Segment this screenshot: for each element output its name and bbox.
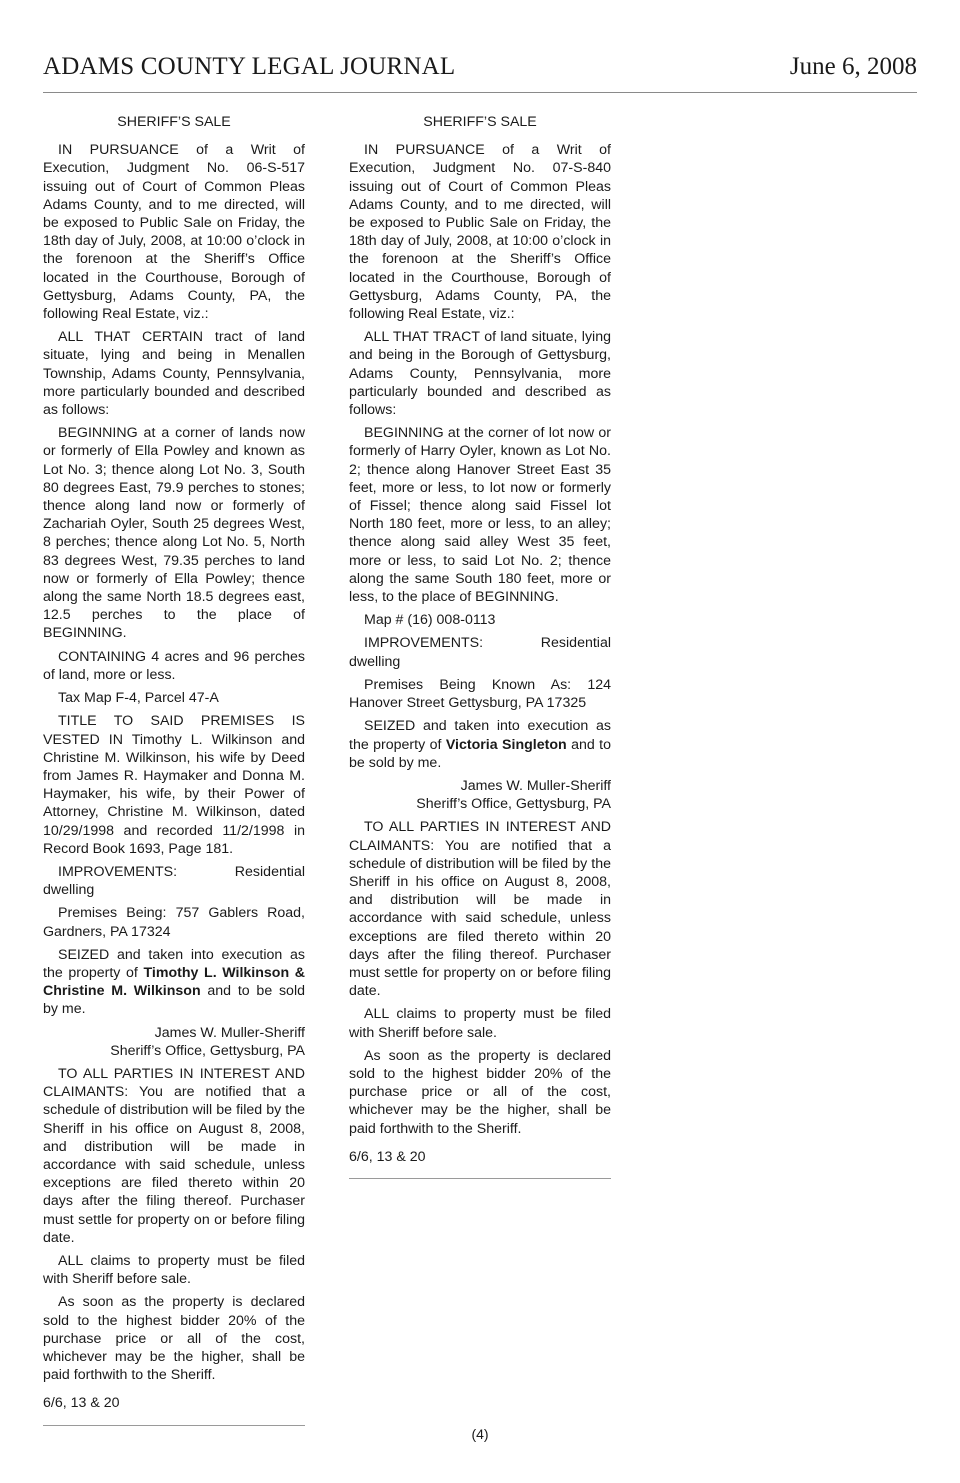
notice-heading: SHERIFF’S SALE [423,114,537,130]
sheriff-office: Sheriff’s Office, Gettysburg, PA [110,1042,305,1059]
publication-dates: 6/6, 13 & 20 [43,1395,120,1412]
claims-paragraph: ALL claims to property must be filed with Sheriff before sale. [43,1252,305,1288]
tract-paragraph: ALL THAT CERTAIN tract of land situate, lying and being in Menallen Township, Adams County, Pennsylvania, more particularly bounded and described as follows: [43,329,305,419]
improvements-line: IMPROVEMENTS: Residential dwelling [349,635,611,670]
writ-paragraph: IN PURSUANCE of a Writ of Execution, Judgment No. 06-S-517 issuing out of Court of Common Pleas Adams County, and to me directed, will be exposed to Public Sale on Friday, the 18th day of July, 2008, at 10:00 o’clock in the forenoon at the Sheriff’s Office located in the Courthouse, Borough of Gettysburg, Adams County, PA, the following Real Estate, viz.: [43,142,305,323]
seized-paragraph [43,946,305,1019]
page-number: (4) [471,1426,489,1442]
title-paragraph: TITLE TO SAID PREMISES IS VESTED IN Timothy L. Wilkinson and Christine M. Wilkinson, his wife by Deed from James R. Haymaker and Donna M. Haymaker, his wife, by their Power of Attorney, Christine M. Wilkinson, dated 10/29/1998 and recorded 11/2/1998 in Record Book 1693, Page 181. [43,713,305,857]
seized-text: SEIZED and taken into execution as the property of [349,718,611,753]
beginning-paragraph: BEGINNING at a corner of lands now or formerly of Ella Powley and known as Lot No. 3; thence along Lot No. 3, South 80 degrees East, 79.9 perches to stones; thence along land now or formerly of Zachariah Oyler, South 25 degrees West, 8 perches; thence along Lot No. 5, North 83 degrees West, 79.35 perches to land now or formerly of Ella Powley; thence along the same North 18.5 degrees east, 12.5 perches to the place of BEGINNING. [43,425,305,642]
containing-paragraph: CONTAINING 4 acres and 96 perches of land, more or less. [43,648,305,683]
journal-title: ADAMS COUNTY LEGAL JOURNAL [43,53,456,80]
property-owner: Timothy L. Wilkinson & Christine M. Wilkinson [43,964,305,1000]
seized-text-end: and to be sold by me. [349,736,611,771]
notice-heading: SHERIFF’S SALE [117,114,231,130]
payment-paragraph: As soon as the property is declared sold to the highest bidder 20% of the purchase price or all of the cost, whichever may be the higher, shall be paid forthwith to the Sheriff. [43,1294,305,1384]
sheriff-signature [349,777,611,813]
claims-paragraph: ALL claims to property must be filed with Sheriff before sale. [349,1006,611,1041]
sheriff-sale-notice-left [43,113,305,1426]
premises-line: Premises Being: 757 Gablers Road, Gardners, PA 17324 [43,905,305,940]
property-owner: Victoria Singleton [445,736,567,753]
seized-text-end: and to be sold by me. [43,983,305,1018]
publication-dates: 6/6, 13 & 20 [349,1148,426,1165]
premises-line: Premises Being Known As: 124 Hanover Street Gettysburg, PA 17325 [349,676,611,712]
sheriff-signature [43,1024,305,1060]
sheriff-office: Sheriff’s Office, Gettysburg, PA [416,796,611,813]
writ-paragraph: IN PURSUANCE of a Writ of Execution, Judgment No. 07-S-840 issuing out of Court of Common Pleas Adams County, and to me directed, will be exposed to Public Sale on Friday, the 18th day of July, 2008, at 10:00 o’clock in the forenoon at the Sheriff’s Office located in the Courthouse, Borough of Gettysburg, Adams County, PA, the following Real Estate, viz.: [349,142,611,323]
sheriff-sale-notice-right [349,113,611,1179]
divider-rule [349,1178,611,1179]
beginning-paragraph: BEGINNING at the corner of lot now or formerly of Harry Oyler, known as Lot No. 2; thence along Hanover Street East 35 feet, more or less, to lot now or formerly of Fissel; thence along said Fissel lot North 180 feet, more or less, to an alley; thence along said alley West 35 feet, more or less, to said Lot No. 2; thence along the same South 180 feet, more or less, to the place of BEGINNING. [349,425,611,606]
improvements-line: IMPROVEMENTS: Residential dwelling [43,863,305,899]
tax-map-line: Tax Map F-4, Parcel 47-A [58,690,219,707]
distribution-notice: TO ALL PARTIES IN INTEREST AND CLAIMANTS: You are notified that a schedule of distribution will be filed by the Sheriff in his office on August 8, 2008, and distribution will be made in accordance with said schedule, unless exceptions are filed thereto within 20 days after the filing thereof. Purchaser must settle for property on or before filing date. [349,819,611,1000]
map-line: Map # (16) 008-0113 [364,612,496,629]
sheriff-name: James W. Muller-Sheriff [460,777,611,794]
issue-date: June 6, 2008 [789,53,917,80]
sheriff-name: James W. Muller-Sheriff [154,1024,305,1041]
payment-paragraph: As soon as the property is declared sold to the highest bidder 20% of the purchase price or all of the cost, whichever may be the higher, shall be paid forthwith to the Sheriff. [349,1047,611,1137]
tract-paragraph: ALL THAT TRACT of land situate, lying and being in the Borough of Gettysburg, Adams County, Pennsylvania, more particularly bounded and described as follows: [349,329,611,419]
masthead [43,52,917,93]
seized-text: SEIZED and taken into execution as the property of [43,946,305,981]
seized-paragraph [349,717,611,772]
distribution-notice: TO ALL PARTIES IN INTEREST AND CLAIMANTS: You are notified that a schedule of distribution will be filed by the Sheriff in his office on August 8, 2008, and distribution will be made in accordance with said schedule, unless exceptions are filed thereto within 20 days after the filing thereof. Purchaser must settle for property on or before filing date. [43,1065,305,1246]
